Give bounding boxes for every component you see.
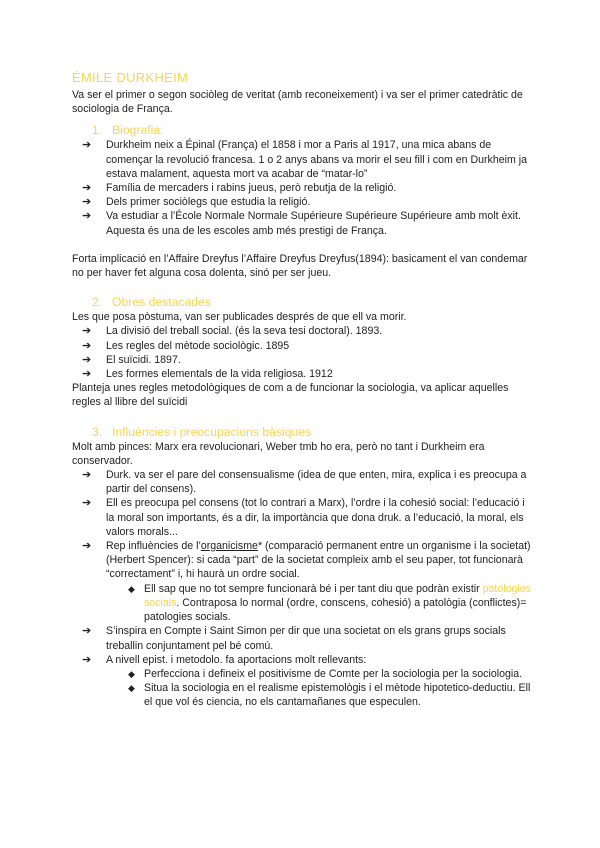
list-item: ➔ Durk. va ser el pare del consensualisme (idea de que enten, mira, explica i es preocupa a partir del consens). xyxy=(82,469,527,496)
biografia-list xyxy=(72,138,532,237)
arrow-icon: ➔ xyxy=(82,368,92,381)
intro-paragraph: Va ser el primer o segon sociòleg de veritat (amb reconeixement) i va ser el primer catedràtic de sociologia de França. xyxy=(72,89,523,116)
list-item: ➔ Dels primer sociòlegs que estudia la religió. xyxy=(82,196,311,209)
list-item: ➔ Les regles del mètode sociològic. 1895 xyxy=(82,339,290,352)
section-title: Biografia: xyxy=(112,123,164,138)
list-item: ➔ La divisió del treball social. (és la seva tesi doctoral). 1893. xyxy=(82,325,383,338)
arrow-icon: ➔ xyxy=(82,210,92,223)
arrow-icon: ➔ xyxy=(82,497,92,510)
list-item: ➔ Família de mercaders i rabins jueus, però rebutja de la religió. xyxy=(82,182,397,195)
section-heading-obres xyxy=(72,294,532,310)
obres-closing: Planteja unes regles metodològiques de com a de funcionar la sociologia, va aplicar aquelles regles al llibre del suïcidi xyxy=(72,382,509,409)
arrow-icon: ➔ xyxy=(82,353,92,366)
influencies-list xyxy=(72,468,532,709)
obres-intro: Les que posa pòstuma, van ser publicades després de que ell va morir. xyxy=(72,311,407,324)
dreyfus-paragraph: Forta implicació en l’Affaire Dreyfus l’Affaire Dreyfus Dreyfus(1894): basicament el van condemar no per haver fet alguna cosa dolenta, sinó per ser jueu. xyxy=(72,252,528,280)
section-title: Influències i preocupacions bàsiques xyxy=(112,424,312,439)
organicisme-term: organicisme xyxy=(200,540,258,553)
document-title: ÉMILE DURKHEIM xyxy=(72,70,189,85)
list-item: ➔ Les formes elementals de la vida religiosa. 1912 xyxy=(82,368,333,381)
list-item: ➔ Rep influències de l’organicisme* (comparació permanent entre un organisme i la societat) (Herbert Spencer): si cada “part” de la societat compleix amb el seu paper, tot funcionarà “correctament” i, hi haurà un ordre social. xyxy=(82,540,531,581)
list-item: ➔ Ell es preocupa pel consens (tot lo contrari a Marx), l’ordre i la cohesió social: l’educació i la moral son importants, és a dir, la importància que dona druk. a l’educació, la moral, els valors morals... xyxy=(82,497,525,538)
section-number: 2. xyxy=(92,295,103,310)
section-heading-biografia xyxy=(72,122,532,138)
highlight-patologies: patologies socials xyxy=(144,582,531,609)
document-page xyxy=(72,70,532,710)
diamond-icon: ◆ xyxy=(128,683,135,694)
arrow-icon: ➔ xyxy=(82,540,92,553)
arrow-icon: ➔ xyxy=(82,339,92,352)
sub-list-item: ◆ Perfecciona i defineix el positivisme de Comte per la sociologia per la sociologia. xyxy=(128,667,523,680)
section-number: 1. xyxy=(92,123,103,138)
section-number: 3. xyxy=(92,424,103,439)
sub-list-item: ◆ Ell sap que no tot sempre funcionarà bé i per tant diu que podràn existir patologies socials. Contraposa lo normal (ordre, conscens, cohesió) a patològia (conflictes)= patologies socials. xyxy=(128,582,531,624)
arrow-icon: ➔ xyxy=(82,196,92,209)
section-title: Obres destacades xyxy=(112,295,211,310)
arrow-icon: ➔ xyxy=(82,625,92,638)
arrow-icon: ➔ xyxy=(82,469,92,482)
diamond-icon: ◆ xyxy=(128,583,135,594)
list-item: ➔ A nivell epist. i metodolo. fa aportacions molt rellevants: xyxy=(82,653,367,666)
list-item: ➔ S’inspira en Compte i Saint Simon per dir que una societat on els grans grups socials treballin conjuntament pel bé comú. xyxy=(82,625,506,652)
diamond-icon: ◆ xyxy=(128,668,135,679)
arrow-icon: ➔ xyxy=(82,653,92,666)
arrow-icon: ➔ xyxy=(82,139,92,152)
section-heading-influencies xyxy=(72,424,532,440)
list-item: ➔ El suïcidi. 1897. xyxy=(82,353,181,366)
sub-list-item: ◆ Situa la sociologia en el realisme epistemològis i el mètode hipotetico-deductiu. Ell el que vol és ciencia, no els cantamañanes que especulen. xyxy=(128,682,531,709)
arrow-icon: ➔ xyxy=(82,182,92,195)
list-item: ➔ Durkheim neix a Épinal (França) el 1858 i mor a Paris al 1917, una mica abans de començar la revolució francesa. 1 o 2 anys abans va morir el seu fill i com en Durkheim ja estava malament, aquesta mort va acabar de “matar-lo” xyxy=(82,139,527,180)
influencies-intro: Molt amb pinces: Marx era revolucionari, Weber tmb ho era, però no tant i Durkheim era conservador. xyxy=(72,440,485,467)
obres-list xyxy=(72,324,532,381)
list-item: ➔ Va estudiar a l’École Normale Normale Supérieure Supérieure Supérieure amb molt èxit. Aquesta és una de les escoles amb més prestigi de França. xyxy=(82,210,521,237)
arrow-icon: ➔ xyxy=(82,325,92,338)
